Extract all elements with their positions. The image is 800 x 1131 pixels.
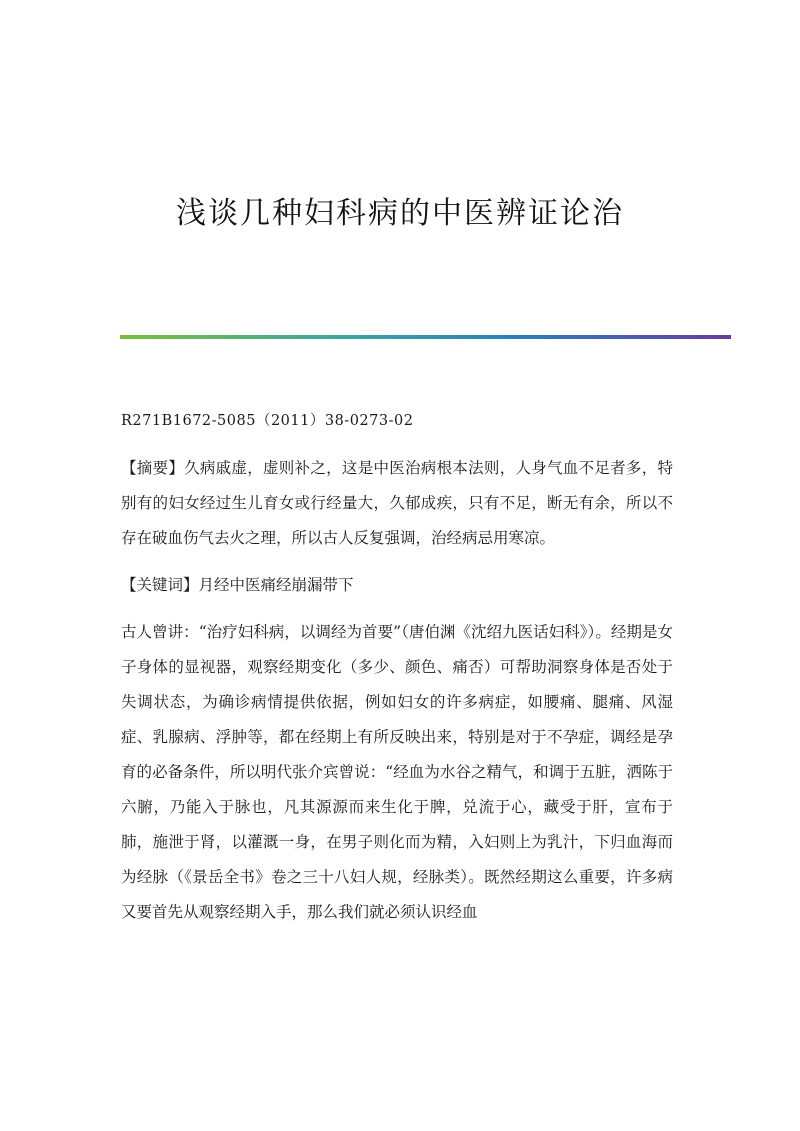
classification-code: R271B1672-5085（2011）38-0273-02 <box>121 413 414 429</box>
document-content <box>121 404 673 930</box>
abstract-text: 久病戚虚，虚则补之，这是中医治病根本法则，人身气血不足者多，特别有的妇女经过生儿育女或行经量大，久郁成疾，只有不足，断无有余，所以不存在破血伤气去火之理，所以古人反复强调，治经病忌用寒凉。 <box>121 459 673 547</box>
abstract-paragraph <box>121 451 673 556</box>
keywords-text: 月经中医痛经崩漏带下 <box>198 576 354 594</box>
title-divider <box>120 335 731 339</box>
keywords-paragraph <box>121 568 673 603</box>
abstract-label: 【摘要】 <box>121 459 185 477</box>
keywords-label: 【关键词】 <box>121 576 199 594</box>
body-paragraph: 古人曾讲：“治疗妇科病，以调经为首要”（唐伯渊《沈绍九医话妇科》）。经期是女子身体的显视器，观察经期变化（多少、颜色、痛否）可帮助洞察身体是否处于失调状态，为确诊病情提供依据，例如妇女的许多病症，如腰痛、腿痛、风湿症、乳腺病、浮肿等，都在经期上有所反映出来，特别是对于不孕症，调经是孕育的必备条件，所以明代张介宾曾说：“经血为水谷之精气，和调于五脏，洒陈于六腑，乃能入于脉也，凡其源源而来生化于脾，兑流于心，藏受于肝，宣布于肺，施泄于肾，以灌溉一身，在男子则化而为精，入妇则上为乳汁，下归血海而为经脉（《景岳全书》卷之三十八妇人规，经脉类）。既然经期这么重要，许多病又要首先从观察经期入手，那么我们就必须认识经血 <box>121 623 673 921</box>
document-title: 浅谈几种妇科病的中医辨证论治 <box>176 196 624 231</box>
